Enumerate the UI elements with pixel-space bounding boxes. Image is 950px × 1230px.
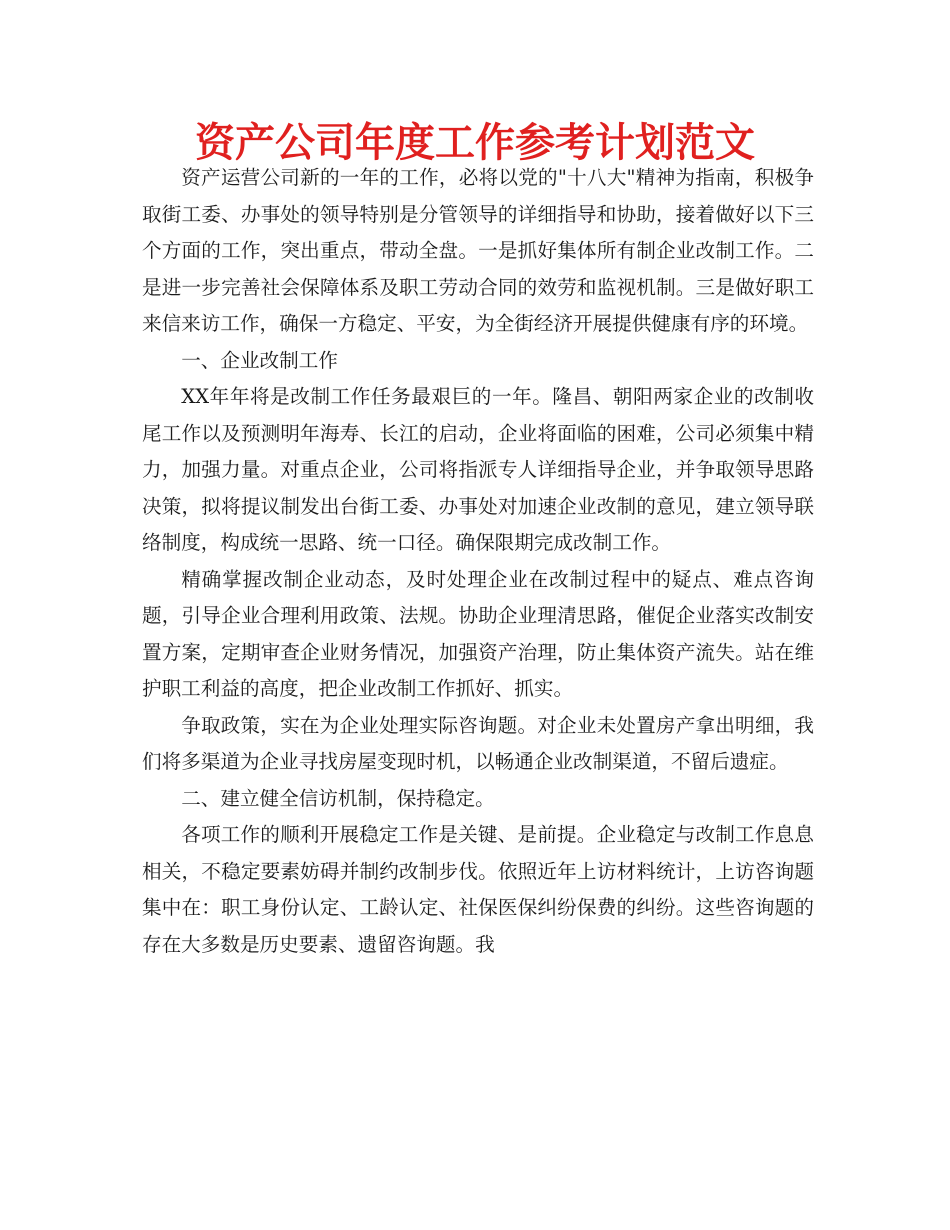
paragraph-policy: 争取政策，实在为企业处理实际咨询题。对企业未处置房产拿出明细，我们将多渠道为企业寻找房屋变现时机，以畅通企业改制渠道，不留后遗症。: [142, 713, 814, 773]
document-body: [142, 160, 814, 963]
section-heading-petition-mechanism: 二、建立健全信访机制，保持稳定。: [181, 786, 495, 810]
paragraph-intro: 资产运营公司新的一年的工作，必将以党的"十八大"精神为指南，积极争取街工委、办事处的领导特别是分管领导的详细指导和协助，接着做好以下三个方面的工作，突出重点，带动全盘。一是抓好集体所有制企业改制工作。二是进一步完善社会保障体系及职工劳动合同的效劳和监视机制。三是做好职工来信来访工作，确保一方稳定、平安，为全街经济开展提供健康有序的环境。: [142, 166, 814, 335]
document-title: 资产公司年度工作参考计划范文: [195, 120, 755, 166]
paragraph-reform-dynamics: 精确掌握改制企业动态，及时处理企业在改制过程中的疑点、难点咨询题，引导企业合理利用政策、法规。协助企业理清思路，催促企业落实改制安置方案，定期审查企业财务情况，加强资产治理，防止集体资产流失。站在维护职工利益的高度，把企业改制工作抓好、抓实。: [142, 567, 814, 700]
section-heading-enterprise-reform: 一、企业改制工作: [181, 348, 338, 372]
paragraph-stability: 各项工作的顺利开展稳定工作是关键、是前提。企业稳定与改制工作息息相关，不稳定要素妨碍并制约改制步伐。依照近年上访材料统计，上访咨询题集中在：职工身份认定、工龄认定、社保医保纠纷保费的纠纷。这些咨询题的存在大多数是历史要素、遗留咨询题。我: [142, 823, 814, 956]
paragraph-reform-tasks: XX年年将是改制工作任务最艰巨的一年。隆昌、朝阳两家企业的改制收尾工作以及预测明年海寿、长江的启动，企业将面临的困难，公司必须集中精力，加强力量。对重点企业，公司将指派专人详细指导企业，并争取领导思路决策，拟将提议制发出台街工委、办事处对加速企业改制的意见，建立领导联络制度，构成统一思路、统一口径。确保限期完成改制工作。: [142, 385, 814, 554]
